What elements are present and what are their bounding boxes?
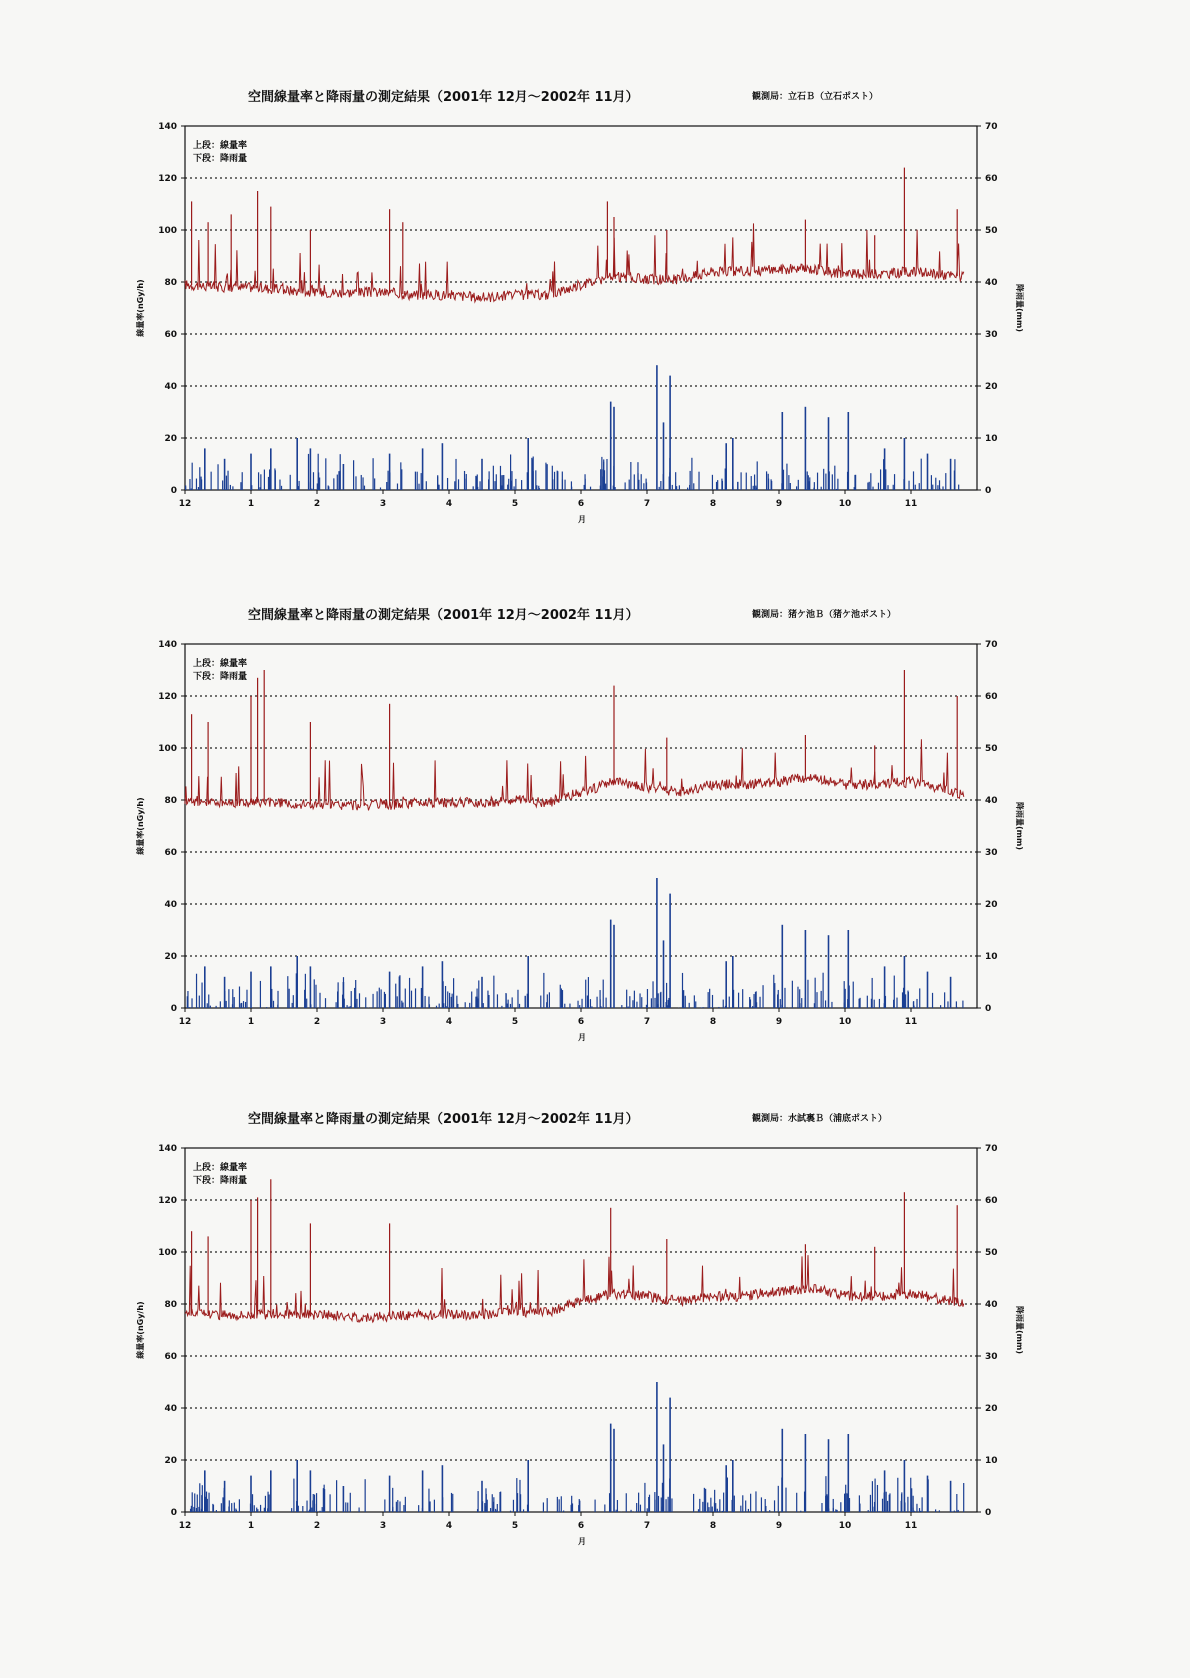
legend-entry: 下段：降雨量	[193, 672, 248, 682]
y-tick-label: 80	[164, 796, 177, 806]
y-axis-label: 線量率(nGy/h)	[136, 279, 145, 337]
y2-tick-label: 40	[985, 796, 998, 806]
y-axis-label: 線量率(nGy/h)	[136, 1301, 145, 1359]
y2-tick-label: 20	[985, 382, 998, 392]
y-tick-label: 140	[158, 640, 177, 650]
y2-tick-label: 10	[985, 1456, 998, 1466]
x-tick-label: 12	[178, 499, 192, 509]
y-tick-label: 120	[158, 1196, 177, 1206]
x-tick-label: 9	[775, 1521, 783, 1531]
x-tick-label: 7	[643, 499, 651, 509]
x-tick-label: 3	[379, 499, 387, 509]
y-tick-label: 120	[158, 174, 177, 184]
x-tick-label: 10	[838, 499, 852, 509]
y-tick-label: 80	[164, 1300, 177, 1310]
y-tick-label: 80	[164, 278, 177, 288]
y2-tick-label: 70	[985, 640, 998, 650]
y-tick-label: 0	[170, 486, 177, 496]
y2-tick-label: 40	[985, 1300, 998, 1310]
y2-tick-label: 70	[985, 122, 998, 132]
y2-tick-label: 10	[985, 434, 998, 444]
x-tick-label: 12	[178, 1017, 192, 1027]
x-tick-label: 8	[709, 1017, 717, 1027]
y-axis-label: 線量率(nGy/h)	[136, 797, 145, 855]
x-tick-label: 1	[247, 1521, 255, 1531]
x-tick-label: 2	[313, 1521, 321, 1531]
y2-tick-label: 50	[985, 1248, 998, 1258]
y2-tick-label: 60	[985, 692, 998, 702]
x-tick-label: 6	[577, 1017, 585, 1027]
x-tick-label: 7	[643, 1017, 651, 1027]
y-tick-label: 100	[158, 744, 177, 754]
y2-tick-label: 60	[985, 1196, 998, 1206]
y2-tick-label: 20	[985, 1404, 998, 1414]
y2-axis-label: 降雨量(mm)	[1015, 284, 1024, 332]
chart-title: 空間線量率と降雨量の測定結果（2001年 12月～2002年 11月）	[248, 1112, 639, 1127]
y-tick-label: 100	[158, 226, 177, 236]
y-tick-label: 20	[164, 434, 177, 444]
y-tick-label: 120	[158, 692, 177, 702]
x-tick-label: 11	[904, 1521, 918, 1531]
x-tick-label: 6	[577, 1521, 585, 1531]
y-tick-label: 0	[170, 1004, 177, 1014]
legend-entry: 上段：線量率	[193, 1163, 248, 1173]
y2-tick-label: 30	[985, 330, 998, 340]
x-axis-label: 月	[578, 515, 586, 524]
x-tick-label: 8	[709, 1521, 717, 1531]
y-tick-label: 20	[164, 1456, 177, 1466]
y2-tick-label: 60	[985, 174, 998, 184]
y-tick-label: 40	[164, 1404, 177, 1414]
y2-tick-label: 0	[985, 486, 992, 496]
chart-title: 空間線量率と降雨量の測定結果（2001年 12月～2002年 11月）	[248, 608, 639, 623]
x-tick-label: 10	[838, 1521, 852, 1531]
x-tick-label: 8	[709, 499, 717, 509]
x-tick-label: 4	[445, 1017, 453, 1027]
x-tick-label: 9	[775, 1017, 783, 1027]
y2-tick-label: 50	[985, 744, 998, 754]
x-tick-label: 10	[838, 1017, 852, 1027]
x-tick-label: 5	[511, 499, 519, 509]
y-tick-label: 60	[164, 1352, 177, 1362]
x-tick-label: 11	[904, 1017, 918, 1027]
x-tick-label: 2	[313, 1017, 321, 1027]
legend-entry: 上段：線量率	[193, 141, 248, 151]
chart-panel-3	[0, 1108, 1190, 1588]
plot-frame	[185, 644, 977, 1008]
station-label: 観測局：猪ケ池Ｂ（猪ケ池ポスト）	[752, 610, 897, 620]
y2-tick-label: 30	[985, 848, 998, 858]
y2-tick-label: 40	[985, 278, 998, 288]
y2-tick-label: 50	[985, 226, 998, 236]
y2-tick-label: 70	[985, 1144, 998, 1154]
x-tick-label: 3	[379, 1017, 387, 1027]
y-tick-label: 140	[158, 122, 177, 132]
y2-tick-label: 30	[985, 1352, 998, 1362]
y2-tick-label: 0	[985, 1004, 992, 1014]
dose-rate-line	[185, 223, 964, 302]
x-tick-label: 11	[904, 499, 918, 509]
station-label: 観測局：立石Ｂ（立石ポスト）	[752, 92, 879, 102]
chart-svg	[0, 634, 1190, 1084]
legend-entry: 下段：降雨量	[193, 154, 248, 164]
y2-tick-label: 10	[985, 952, 998, 962]
y-tick-label: 20	[164, 952, 177, 962]
plot-frame	[185, 1148, 977, 1512]
x-tick-label: 9	[775, 499, 783, 509]
chart-svg	[0, 1138, 1190, 1588]
station-label: 観測局：水試裏Ｂ（浦底ポスト）	[752, 1114, 888, 1124]
x-tick-label: 1	[247, 1017, 255, 1027]
x-tick-label: 6	[577, 499, 585, 509]
chart-panel-2	[0, 604, 1190, 1084]
plot-frame	[185, 126, 977, 490]
y-tick-label: 140	[158, 1144, 177, 1154]
x-tick-label: 12	[178, 1521, 192, 1531]
chart-svg	[0, 116, 1190, 566]
y2-axis-label: 降雨量(mm)	[1015, 1306, 1024, 1354]
x-axis-label: 月	[578, 1537, 586, 1546]
y-tick-label: 60	[164, 330, 177, 340]
x-tick-label: 4	[445, 1521, 453, 1531]
y-tick-label: 100	[158, 1248, 177, 1258]
legend-entry: 上段：線量率	[193, 659, 248, 669]
y2-tick-label: 20	[985, 900, 998, 910]
y-tick-label: 60	[164, 848, 177, 858]
dose-rate-line	[185, 1255, 964, 1322]
x-tick-label: 2	[313, 499, 321, 509]
x-tick-label: 4	[445, 499, 453, 509]
x-tick-label: 5	[511, 1017, 519, 1027]
y2-tick-label: 0	[985, 1508, 992, 1518]
y-tick-label: 40	[164, 900, 177, 910]
x-tick-label: 5	[511, 1521, 519, 1531]
y2-axis-label: 降雨量(mm)	[1015, 802, 1024, 850]
x-tick-label: 7	[643, 1521, 651, 1531]
chart-panel-1	[0, 86, 1190, 566]
chart-title: 空間線量率と降雨量の測定結果（2001年 12月～2002年 11月）	[248, 90, 639, 105]
x-axis-label: 月	[578, 1033, 586, 1042]
x-tick-label: 3	[379, 1521, 387, 1531]
legend-entry: 下段：降雨量	[193, 1176, 248, 1186]
x-tick-label: 1	[247, 499, 255, 509]
y-tick-label: 40	[164, 382, 177, 392]
y-tick-label: 0	[170, 1508, 177, 1518]
